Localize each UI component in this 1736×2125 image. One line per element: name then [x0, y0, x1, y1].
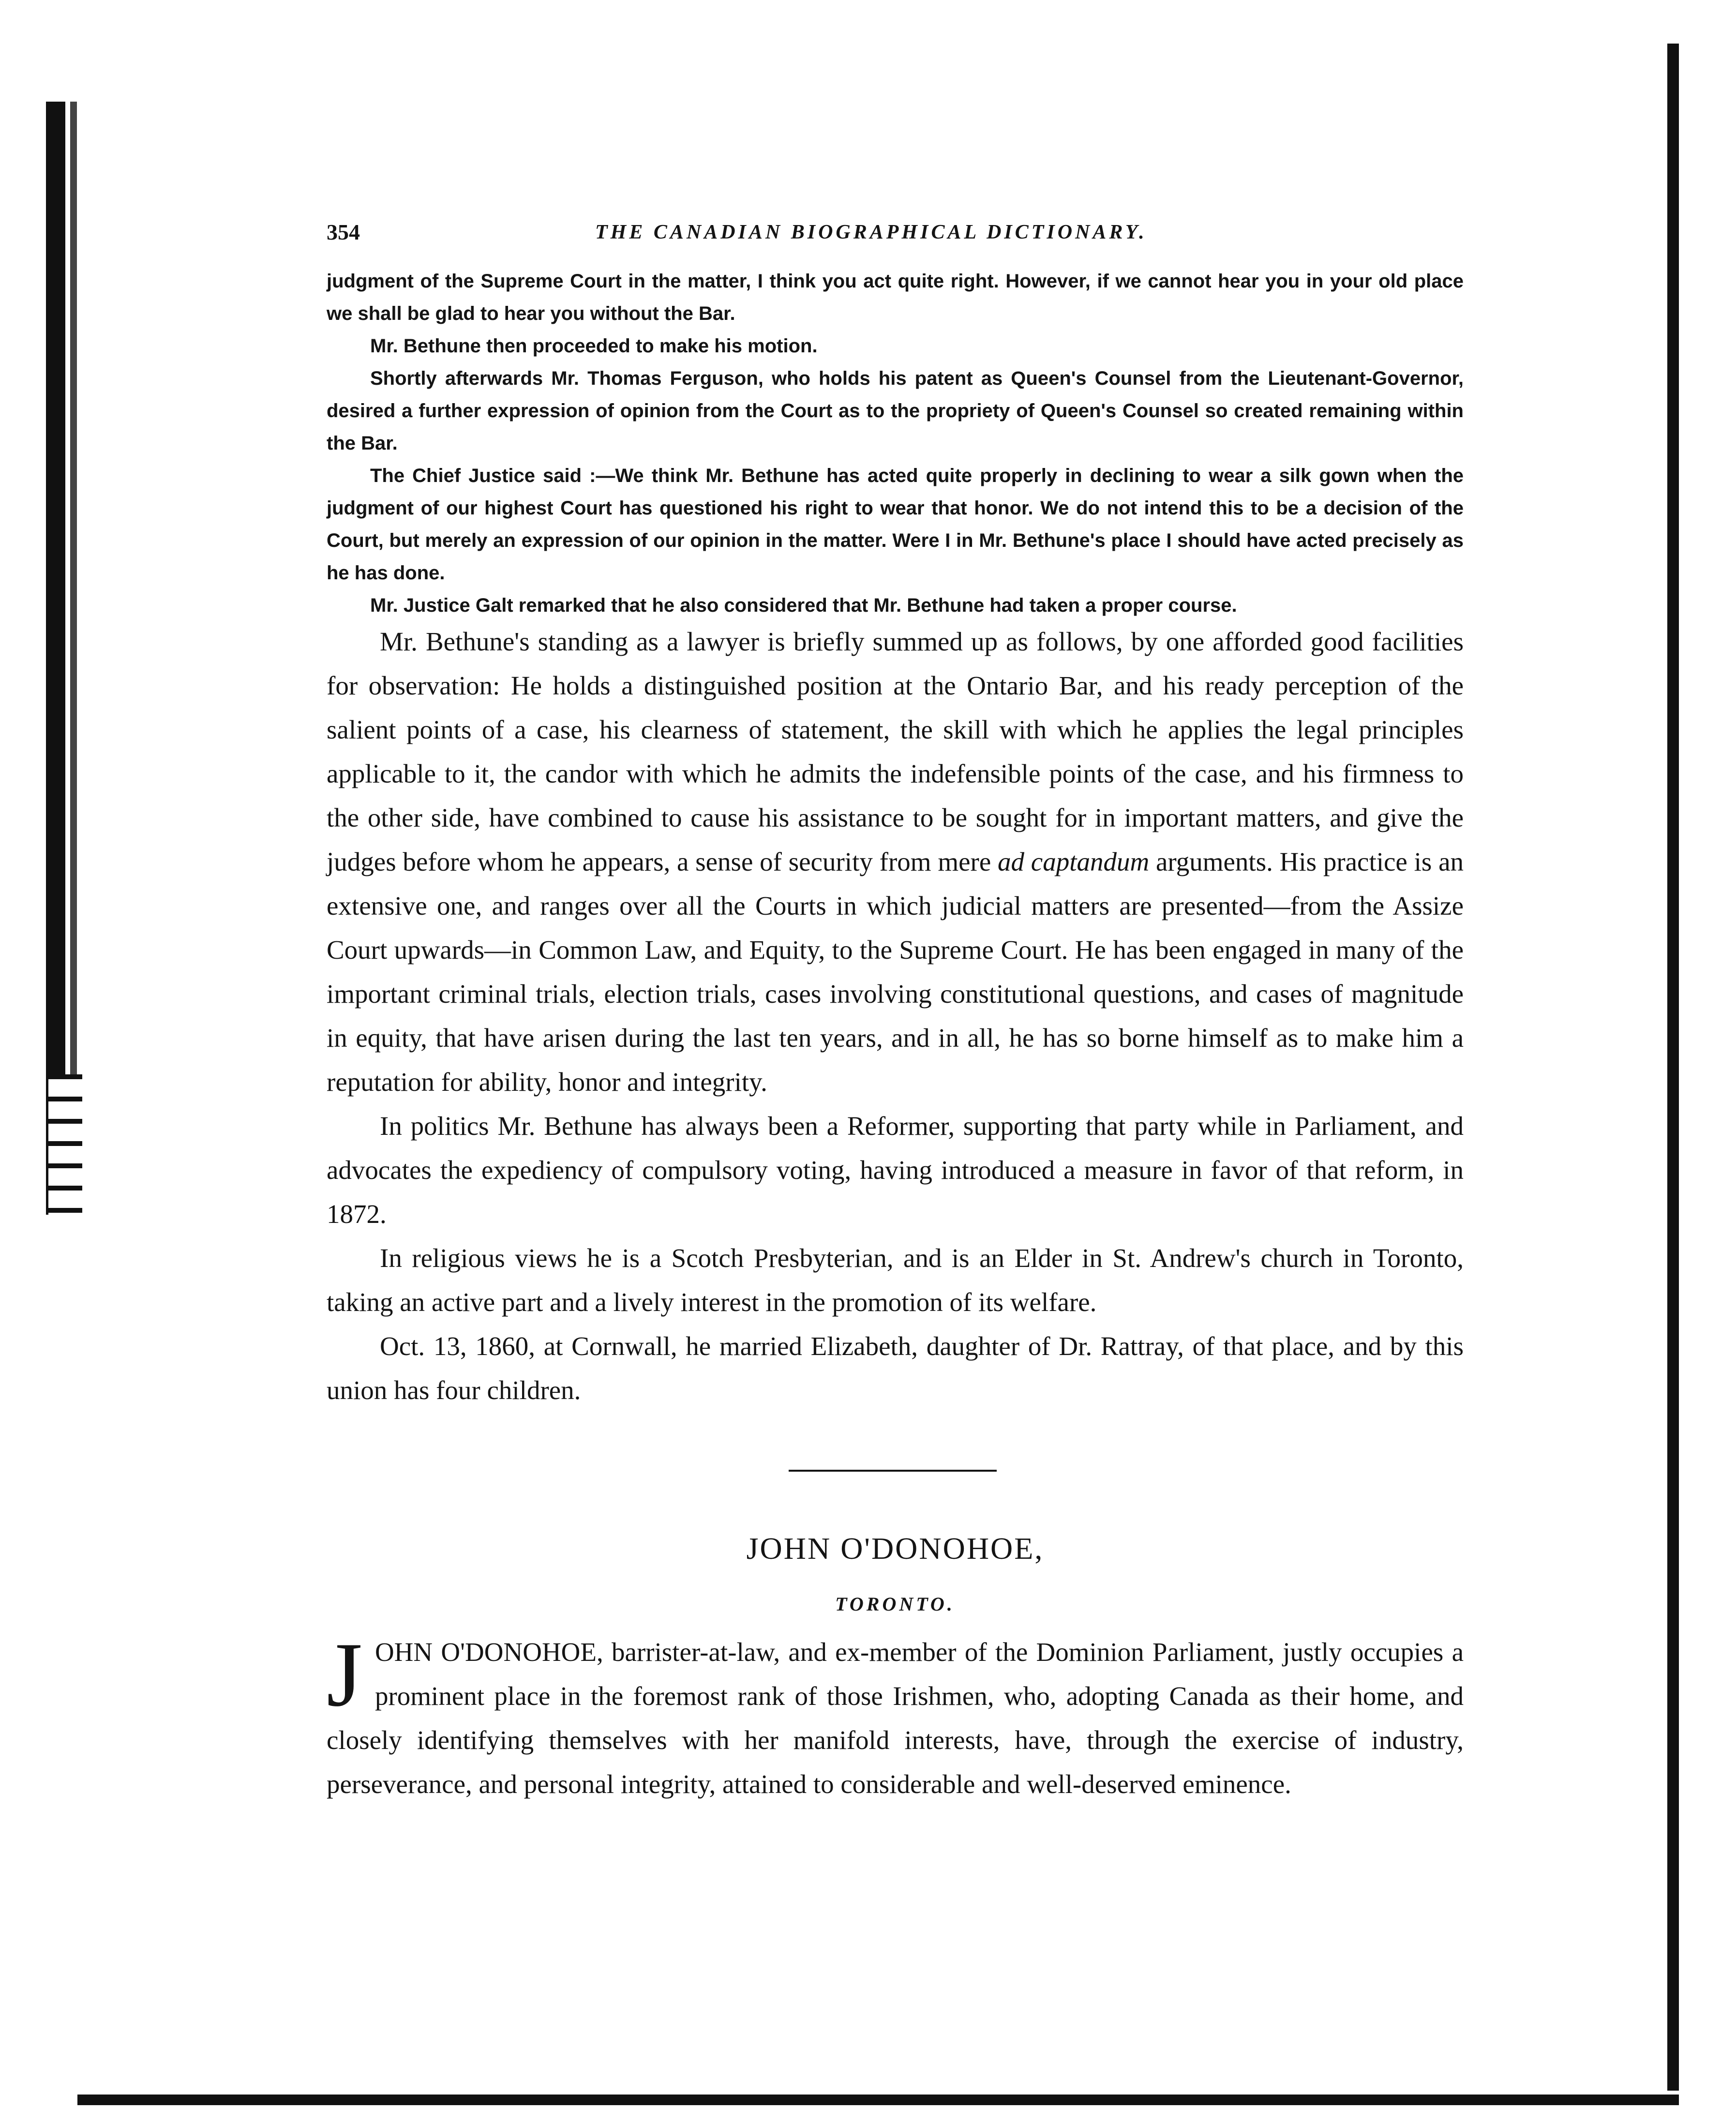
scan-border-bottom: [77, 2095, 1679, 2105]
main-paragraph-1-end: arguments. His practice is an extensive one, and ranges over all the Courts in which judicial matters are presented—from the Assize Court upwards—in Common Law, and Equity, to the Supreme Court. He has been engaged in many of the important criminal trials, election trials, cases involving constitutional questions, and cases of magnitude in equity, that have arisen during the last ten years, and in all, he has so borne himself as to make him a reputation for ability, honor and integrity.: [327, 847, 1464, 1097]
scan-border-left-inner: [70, 102, 77, 1215]
page-number: 354: [327, 220, 360, 244]
bethune-biography-text: [327, 619, 1464, 1412]
main-paragraph-1: [327, 619, 1464, 1104]
small-paragraph-2: Mr. Bethune then proceeded to make his motion.: [370, 335, 818, 357]
main-paragraph-1-start: Mr. Bethune's standing as a lawyer is briefly summed up as follows, by one afforded good facilities for observation: He holds a distinguished position at the Ontario Bar, and his ready perception of the salient points of a case, his clearness of statement, the skill with which he applies the legal principles applicable to it, the candor with which he admits the indefensible points of the case, and his firmness to the other side, have combined to cause his assistance to be sought for in important matters, and give the judges before whom he appears, a sense of security from mere: [327, 627, 1464, 876]
drop-cap-letter: J: [327, 1624, 362, 1726]
scan-border-left: [46, 102, 65, 1215]
scan-edge-marks: [48, 1074, 82, 1229]
article-place: TORONTO.: [835, 1593, 955, 1615]
section-divider: [789, 1470, 997, 1472]
small-paragraph-3: Shortly afterwards Mr. Thomas Ferguson, who holds his patent as Queen's Counsel from the Lieutenant-Governor, desired a further expression of opinion from the Court as to the propriety of Queen's Counsel so created remaining within the Bar.: [327, 368, 1464, 454]
article-paragraph-1-text: OHN O'DONOHOE, barrister-at-law, and ex-member of the Dominion Parliament, justly occupies a prominent place in the foremost rank of those Irishmen, who, adopting Canada as their home, and closely identifying themselves with her manifold interests, have, through the exercise of industry, perseverance, and personal integrity, attained to considerable and well-deserved eminence.: [327, 1637, 1464, 1799]
small-paragraph-5: Mr. Justice Galt remarked that he also considered that Mr. Bethune had taken a proper course.: [370, 595, 1237, 616]
quoted-court-proceedings: [327, 265, 1464, 622]
main-paragraph-3: In religious views he is a Scotch Presbyterian, and is an Elder in St. Andrew's church in Toronto, taking an active part and a lively interest in the promotion of its welfare.: [327, 1243, 1464, 1317]
main-paragraph-2: In politics Mr. Bethune has always been a Reformer, supporting that party while in Parliament, and advocates the expediency of compulsory voting, having introduced a measure in favor of that reform, in 1872.: [327, 1111, 1464, 1229]
small-paragraph-4: The Chief Justice said :—We think Mr. Bethune has acted quite properly in declining to wear a silk gown when the judgment of our highest Court has questioned his right to wear that honor. We do not intend this to be a decision of the Court, but merely an expression of our opinion in the matter. Were I in Mr. Bethune's place I should have acted precisely as he has done.: [327, 465, 1464, 584]
page-header: [327, 213, 1454, 252]
scan-border-right: [1667, 44, 1679, 2091]
running-title: THE CANADIAN BIOGRAPHICAL DICTIONARY.: [595, 221, 1147, 243]
article-title: JOHN O'DONOHOE,: [746, 1531, 1044, 1566]
main-paragraph-4: Oct. 13, 1860, at Cornwall, he married Elizabeth, daughter of Dr. Rattray, of that place, and by this union has four children.: [327, 1331, 1464, 1405]
small-paragraph-1: judgment of the Supreme Court in the matter, I think you act quite right. However, if we cannot hear you in your old place we shall be glad to hear you without the Bar.: [327, 271, 1464, 324]
latin-phrase: ad captandum: [998, 847, 1150, 876]
article-paragraph-1: [327, 1624, 1464, 1806]
odonohoe-biography-text: [327, 1624, 1464, 1806]
